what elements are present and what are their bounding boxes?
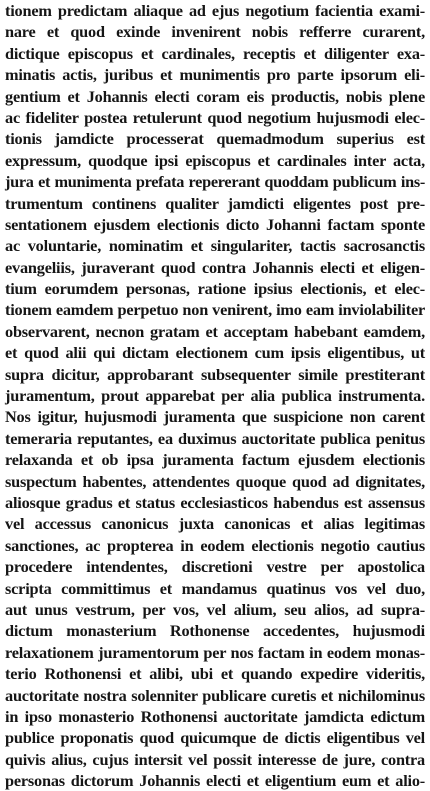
text-line: procedere intendentes, discretioni vestre per apostolica (5, 557, 425, 577)
text-line: minatis actis, juribus et munimentis pro parte ipsorum eli- (5, 65, 425, 85)
document-page (5, 0, 425, 791)
text-line: auctoritate nostra solenniter publicare curetis et nichilominus (5, 685, 425, 705)
text-line: relaxanda et ob ipsa juramenta factum ejusdem electionis (5, 450, 425, 470)
text-line: Nos igitur, hujusmodi juramenta que suspicione non carent (5, 407, 425, 427)
text-line: relaxationem juramentorum per nos factam in eodem monas- (5, 642, 425, 662)
text-line: trumentum continens qualiter jamdicti eligentes post pre- (5, 193, 425, 213)
text-line: suspectum habentes, attendentes quoque quod ad dignitates, (5, 471, 425, 491)
text-line: sentationem ejusdem electionis dicto Johanni factam sponte (5, 214, 425, 234)
text-line: ac voluntarie, nominatim et singulariter, tactis sacrosanctis (5, 236, 425, 256)
text-line: supra dicitur, approbarant subsequenter simile prestiterant (5, 364, 425, 384)
text-line: personas dictorum Johannis electi et eligentium eum et alio- (5, 771, 425, 791)
text-line: dictum monasterium Rothonense accedentes, hujusmodi (5, 621, 425, 641)
text-line: observarent, necnon gratam et acceptam habebant eamdem, (5, 321, 425, 341)
text-line: juramentum, prout apparebat per alia publica instrumenta. (5, 386, 425, 406)
text-line: tionem predictam aliaque ad ejus negotium facientia exami- (5, 1, 425, 20)
text-line: in ipso monasterio Rothonensi auctoritate jamdicta edictum (5, 706, 425, 726)
text-line: tionis jamdicte processerat quemadmodum superius est (5, 129, 425, 149)
text-line: publice proponatis quod quicumque de dictis eligentibus vel (5, 728, 425, 748)
text-line: expressum, quodque ipsi episcopus et cardinales inter acta, (5, 150, 425, 170)
text-line: et quod alii qui dictam electionem cum ipsis eligentibus, ut (5, 343, 425, 363)
text-line: nare et quod exinde invenirent nobis refferre curarent, (5, 22, 425, 42)
text-line: dictique episcopus et cardinales, receptis et diligenter exa- (5, 43, 425, 63)
text-line: sanctiones, ac propterea in eodem electionis negotio cautius (5, 535, 425, 555)
text-line: aliosque gradus et status ecclesiasticos habendus est assensus (5, 492, 425, 512)
text-line: evangeliis, juraverant quod contra Johannis electi et eligen- (5, 257, 425, 277)
text-line: scripta committimus et mandamus quatinus vos vel duo, (5, 578, 425, 598)
text-line: tionem eamdem perpetuo non venirent, imo eam inviolabiliter (5, 300, 425, 320)
text-line: vel accessus canonicus juxta canonicas et alias legitimas (5, 514, 425, 534)
text-line: ac fideliter postea retulerunt quod negotium hujusmodi elec- (5, 107, 425, 127)
text-line: gentium et Johannis electi coram eis productis, nobis plene (5, 86, 425, 106)
text-line: jura et munimenta prefata repererant quoddam publicum ins- (5, 172, 425, 192)
text-line: terio Rothonensi et alibi, ubi et quando expedire videritis, (5, 664, 425, 684)
text-line: aut unus vestrum, per vos, vel alium, seu alios, ad supra- (5, 599, 425, 619)
text-line: quivis alius, cujus intersit vel possit interesse de jure, contra (5, 749, 425, 769)
text-line: temeraria reputantes, ea duximus auctoritate publica penitus (5, 428, 425, 448)
text-line: tium eorumdem personas, ratione ipsius electionis, et elec- (5, 279, 425, 299)
